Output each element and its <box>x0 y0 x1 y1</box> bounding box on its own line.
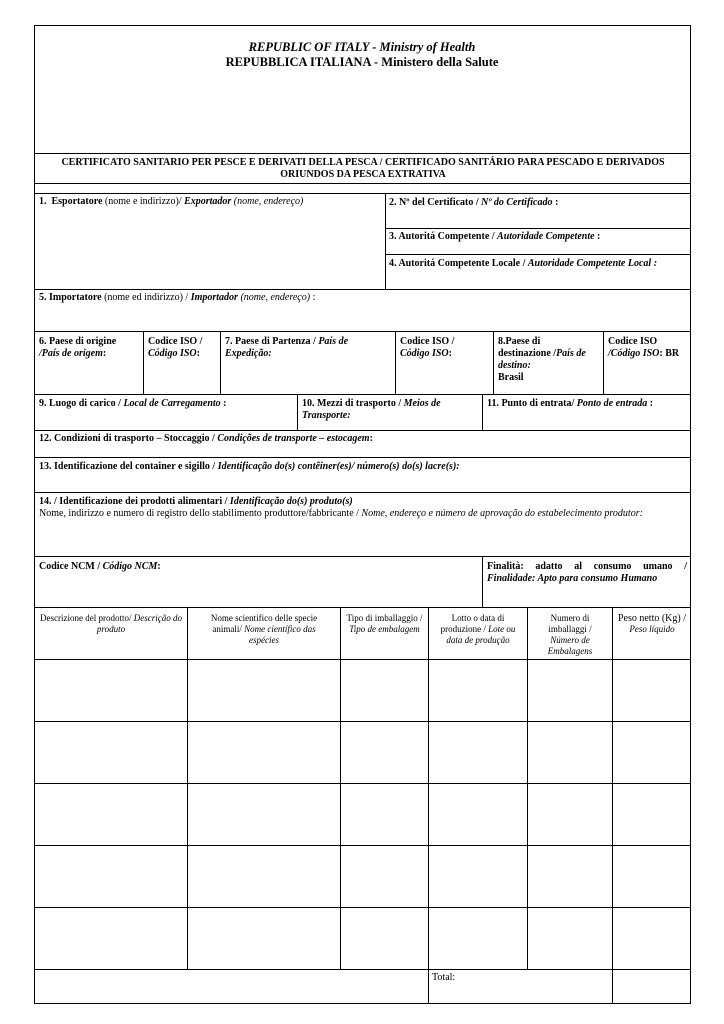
departure-country-field: 7. Paese di Partenza / País de Expedição: <box>225 336 349 359</box>
header-lot-or-date: Lotto o data di produzione / Lote ou data de produção <box>440 613 516 645</box>
departure-iso-code-field: Codice ISO / Código ISO: <box>400 336 455 359</box>
finality-field: Finalità: adatto al consumo umano / Finalidade: Apto para consumo Humano <box>487 561 687 584</box>
container-seal-field: 13. Identificazione del container e sigillo / Identificação do(s) contêiner(es)/ número(s) do(s) lacre(s): <box>39 461 460 472</box>
total-label: Total: <box>432 972 456 983</box>
certificate-number-field: 2. Nº del Certificato / Nº do Certificado : <box>389 197 559 208</box>
product-identification-field: 14. / Identificazione dei prodotti alimentari / Identificação do(s) produto(s) Nome, indirizzo e numero di registro dello stabilimento produttore/fabbricante / Nome, endereço e número de aprovação do estabelecimento produtor: <box>39 496 643 519</box>
ncm-code-field: Codice NCM / Código NCM: <box>39 561 161 572</box>
destination-iso-code-field: Codice ISO /Código ISO: BR <box>608 336 680 359</box>
title-italian: REPUBBLICA ITALIANA - Ministero della Salute <box>225 55 499 69</box>
loading-place-field: 9. Luogo di carico / Local de Carregamento : <box>39 398 227 409</box>
title-english: REPUBLIC OF ITALY - Ministry of Health <box>248 40 476 54</box>
origin-iso-code-field: Codice ISO / Código ISO: <box>148 336 203 359</box>
header-product-description: Descrizione del prodotto/ Descrição do produto <box>40 613 182 634</box>
importer-field: 5. Importatore (nome ed indirizzo) / Importador (nome, endereço) : <box>39 292 316 303</box>
header-number-of-packages: Numero di imballaggi / Número de Embalagens <box>547 613 593 656</box>
transport-conditions-field: 12. Condizioni di trasporto – Stoccaggio / Condições de transporte – estocagem: <box>39 433 373 444</box>
exporter-field: 1. Esportatore (nome e indirizzo)/ Exportador (nome, endereço) <box>39 196 304 207</box>
entry-point-field: 11. Punto di entrata/ Ponto de entrada : <box>487 398 654 409</box>
header-scientific-name: Nome scientifico delle specie animali/ Nome científico das espécies <box>210 613 318 645</box>
header-net-weight: Peso netto (Kg) / Peso líquido <box>617 613 687 634</box>
origin-country-field: 6. Paese di origine /País de origem: <box>39 336 117 359</box>
destination-country-field: 8.Paese di destinazione /País de destino: Brasil <box>498 336 601 384</box>
destination-country-value: Brasil <box>498 372 524 383</box>
transport-means-field: 10. Mezzi di trasporto / Meios de Transporte: <box>302 398 441 421</box>
certificate-title: CERTIFICATO SANITARIO PER PESCE E DERIVATI DELLA PESCA / CERTIFICADO SANITÁRIO PARA PESCADO E DERIVADOS ORIUNDOS DA PESCA EXTRATIVA <box>61 157 665 180</box>
competent-authority-field: 3. Autoritá Competente / Autoridade Competente : <box>389 231 601 242</box>
header-packaging-type: Tipo di imballaggio / Tipo de embalagem <box>346 613 423 634</box>
local-competent-authority-field: 4. Autoritá Competente Locale / Autoridade Competente Local : <box>389 258 658 269</box>
